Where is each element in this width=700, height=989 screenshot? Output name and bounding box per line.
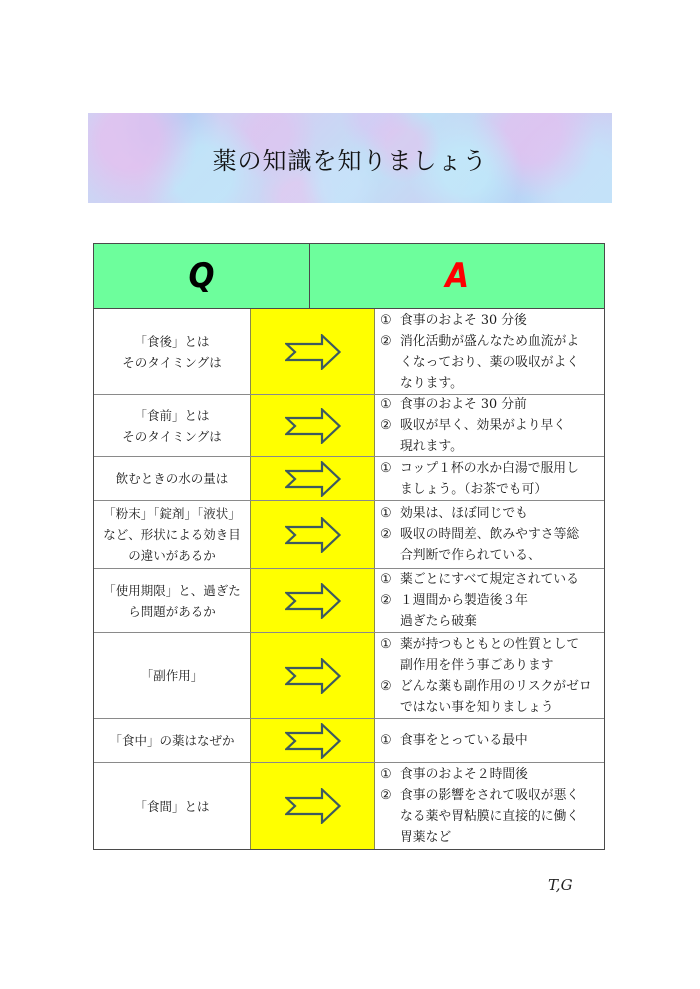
answer-text: 食事のおよそ 30 分後	[400, 312, 527, 328]
answer-cell	[375, 633, 604, 718]
author-signature: T,G	[548, 876, 573, 894]
question-cell: 「使用期限」と、過ぎた ら問題があるか	[103, 582, 241, 619]
answer-cell	[375, 309, 604, 394]
table-row	[94, 718, 604, 762]
arrow-cell	[250, 719, 375, 762]
answer-number: ①	[380, 733, 392, 748]
answer-item	[380, 394, 600, 415]
right-arrow-icon	[285, 788, 341, 824]
qa-table	[93, 243, 605, 850]
answer-item	[380, 331, 600, 394]
arrow-cell	[250, 569, 375, 632]
question-cell: 「副作用」	[140, 668, 204, 683]
arrow-cell	[250, 395, 375, 456]
answer-number: ②	[380, 527, 392, 542]
right-arrow-icon	[285, 461, 341, 497]
answer-text: 消化活動が盛んなため血流がよ くなっており、薬の吸収がよく なります。	[400, 333, 580, 391]
answer-text: 効果は、ほぼ同じでも	[400, 506, 528, 521]
answer-text: 薬が持つもともとの性質として 副作用を伴う事ごあります	[400, 636, 580, 673]
answer-text: 薬ごとにすべて規定されている	[400, 572, 579, 587]
answer-number: ②	[380, 418, 392, 433]
answer-item	[380, 458, 600, 500]
answer-text: 食事のおよそ２時間後	[400, 767, 528, 782]
table-row	[94, 500, 604, 568]
table-row	[94, 309, 604, 394]
table-row	[94, 456, 604, 500]
answer-number: ②	[380, 593, 392, 608]
arrow-cell	[250, 763, 375, 849]
header-a-label: A	[445, 256, 469, 296]
header-a-cell	[310, 244, 604, 308]
right-arrow-icon	[285, 334, 341, 370]
answer-cell	[375, 501, 604, 568]
arrow-cell	[250, 457, 375, 500]
header-q-label: Q	[188, 256, 215, 296]
question-cell: 飲むときの水の量は	[115, 471, 229, 486]
answer-text: 吸収が早く、効果がより早く 現れます。	[400, 418, 567, 454]
answer-number: ②	[380, 678, 392, 694]
table-row	[94, 632, 604, 718]
answer-number: ①	[380, 636, 392, 652]
qa-table-body	[94, 309, 604, 849]
answer-text: 食事の影響をされて吸収が悪く なる薬や胃粘膜に直接的に働く 胃薬など	[400, 788, 580, 845]
answer-cell	[375, 395, 604, 456]
answer-text: どんな薬も副作用のリスクがゼロ ではない事を知りましょう	[400, 678, 592, 715]
answer-cell	[375, 719, 604, 762]
answer-text: コップ１杯の水か白湯で服用し ましょう。（お茶でも可）	[400, 460, 579, 497]
answer-item	[380, 634, 600, 676]
answer-item	[380, 524, 600, 566]
answer-number: ②	[380, 788, 392, 803]
right-arrow-icon	[285, 723, 341, 759]
answer-item	[380, 569, 600, 590]
arrow-cell	[250, 501, 375, 568]
arrow-cell	[250, 309, 375, 394]
answer-item	[380, 310, 600, 331]
question-cell: 「粉末」「錠剤」「液状」 など、形状による効き目 の違いがあるか	[103, 506, 241, 563]
answer-item	[380, 730, 600, 751]
answer-text: 食事をとっている最中	[400, 733, 528, 748]
header-q-cell	[94, 244, 310, 308]
answer-item	[380, 764, 600, 785]
answer-item	[380, 590, 600, 632]
answer-text: 食事のおよそ 30 分前	[400, 397, 527, 412]
answer-cell	[375, 457, 604, 500]
page-title: 薬の知識を知りましょう	[212, 146, 488, 175]
answer-item	[380, 503, 600, 524]
answer-cell	[375, 763, 604, 849]
title-banner	[88, 113, 612, 203]
answer-number: ②	[380, 333, 392, 349]
answer-number: ①	[380, 460, 392, 476]
right-arrow-icon	[285, 583, 341, 619]
right-arrow-icon	[285, 517, 341, 553]
answer-text: １週間から製造後３年 過ぎたら破棄	[400, 593, 528, 629]
answer-number: ①	[380, 397, 392, 412]
answer-number: ①	[380, 312, 392, 328]
answer-number: ①	[380, 767, 392, 782]
right-arrow-icon	[285, 658, 341, 694]
answer-item	[380, 785, 600, 848]
right-arrow-icon	[285, 408, 341, 444]
answer-number: ①	[380, 506, 392, 521]
answer-cell	[375, 569, 604, 632]
table-row	[94, 762, 604, 849]
qa-table-header	[94, 244, 604, 309]
answer-number: ①	[380, 572, 392, 587]
answer-text: 吸収の時間差、飲みやすさ等総 合判断で作られている、	[400, 527, 580, 563]
arrow-cell	[250, 633, 375, 718]
table-row	[94, 394, 604, 456]
question-cell: 「食中」の薬はなぜか	[109, 733, 235, 748]
answer-item	[380, 415, 600, 457]
table-row	[94, 568, 604, 632]
answer-item	[380, 676, 600, 718]
question-cell: 「食前」とは そのタイミングは	[122, 407, 222, 444]
question-cell: 「食後」とは そのタイミングは	[122, 333, 222, 370]
question-cell: 「食間」とは	[134, 798, 210, 814]
